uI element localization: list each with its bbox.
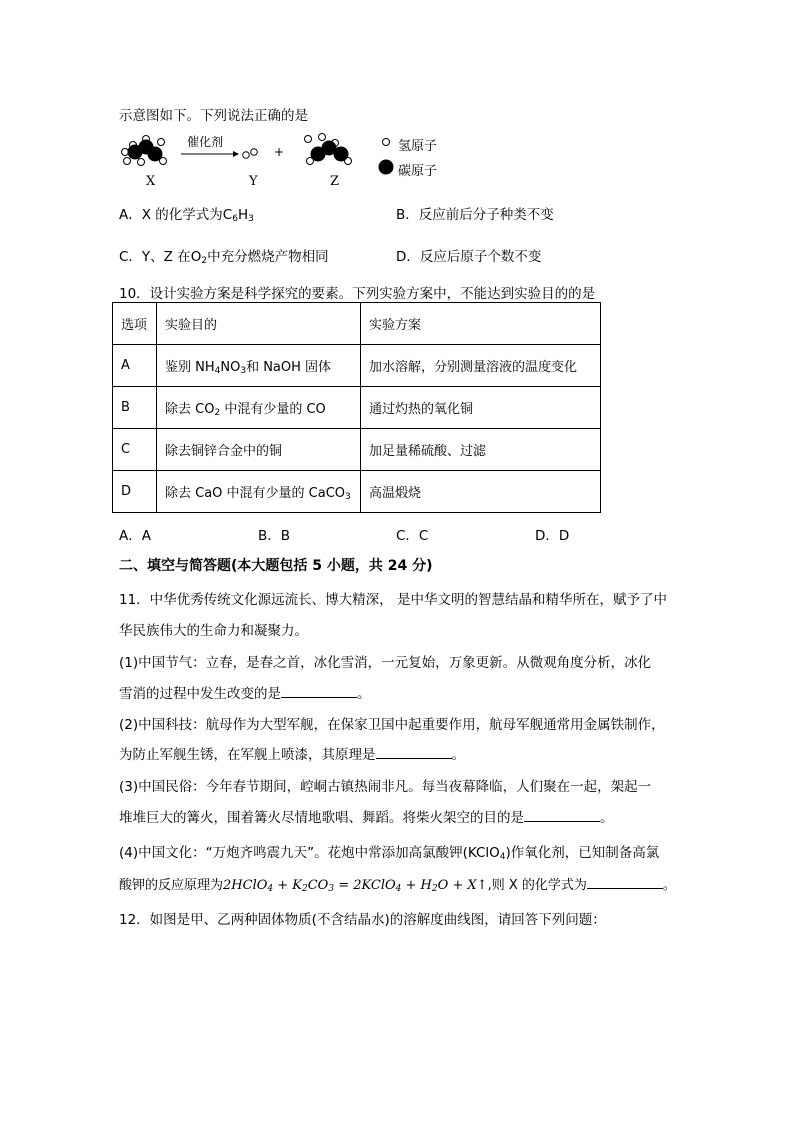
table-cell-option: B — [113, 387, 157, 429]
section-title: 二、填空与简答题(本大题包括 5 小题，共 24 分) — [119, 558, 433, 574]
carbon-legend-icon — [379, 160, 394, 175]
q11-line-5: (2)中国科技：航母作为大型军舰，在保家卫国中起重要作用，航母军舰通常用金属铁制作， — [119, 717, 665, 733]
table-row — [113, 345, 601, 387]
q11-line-10: 酸钾的反应原理为2HClO$_4$ + $K_2CO_3$ = 2KClO$_4$ + $H_2O$ + X↑,则 X 的化学式为 。 — [119, 878, 676, 894]
q9-option-a[interactable]: A．X 的化学式为$C_6H_3$ — [119, 207, 254, 224]
q9-option-d[interactable]: D．反应后原子个数不变 — [396, 249, 542, 265]
q11-line-8: 堆堆巨大的篝火，围着篝火尽情地歌唱、舞蹈。将柴火架空的目的是 。 — [119, 810, 614, 826]
table-cell-plan: 加足量稀硫酸、过滤 — [361, 429, 601, 471]
answer-blank-3[interactable] — [524, 809, 600, 822]
table-cell-goal: 除去 $CO_2$ 中混有少量的 CO — [157, 387, 361, 429]
q10-option-a[interactable]: A．A — [119, 528, 151, 544]
molecule-x — [122, 136, 167, 166]
q11-line-7: (3)中国民俗：今年春节期间，崆峒古镇热闹非凡。每当夜幕降临，人们聚在一起，架起一 — [119, 779, 652, 795]
molecule-y-label: Y — [249, 174, 258, 189]
q11-line-9: (4)中国文化：“万炮齐鸣震九天”。花炮中常添加高氯酸钾(KClO$_4$)作氧化剂，已知制备高氯 — [119, 845, 660, 862]
table-row — [113, 387, 601, 429]
table-cell-option: A — [113, 345, 157, 387]
q11-line-6: 为防止军舰生锈，在军舰上喷漆，其原理是 。 — [119, 747, 465, 763]
q9-option-c[interactable]: C．Y、Z 在$O_2$中充分燃烧产物相同 — [119, 249, 329, 266]
table-cell-plan: 加水溶解，分别测量溶液的温度变化 — [361, 345, 601, 387]
molecule-z-label: Z — [330, 174, 340, 189]
table-cell-plan: 通过灼热的氧化铜 — [361, 387, 601, 429]
table-row — [113, 471, 601, 513]
experiment-table — [112, 302, 601, 513]
table-row — [113, 429, 601, 471]
table-header-cell: 实验方案 — [361, 303, 601, 345]
table-cell-option: D — [113, 471, 157, 513]
carbon-legend-label: 碳原子 — [398, 164, 438, 179]
q11-line-1: 11．中华优秀传统文化源远流长、博大精深， 是中华文明的智慧结晶和精华所在，赋予了中 — [119, 592, 667, 608]
plus-sign: + — [274, 145, 285, 159]
molecule-x-label: X — [146, 174, 156, 189]
table-cell-goal: 除去 CaO 中混有少量的 CaCO$_3$ — [157, 471, 361, 513]
q9-intro: 示意图如下。下列说法正确的是 — [119, 108, 308, 124]
q10-option-d[interactable]: D．D — [535, 528, 570, 544]
q10-option-b[interactable]: B．B — [258, 528, 291, 544]
molecule-z — [305, 134, 352, 165]
table-cell-plan: 高温煅烧 — [361, 471, 601, 513]
table-header-row — [113, 303, 601, 345]
hydrogen-legend-label: 氢原子 — [398, 139, 438, 154]
q9-option-b[interactable]: B．反应前后分子种类不变 — [396, 207, 554, 223]
catalyst-label: 催化剂 — [187, 135, 224, 149]
table-header-cell: 选项 — [113, 303, 157, 345]
answer-blank-4[interactable] — [587, 876, 663, 889]
q11-line-2: 华民族伟大的生命力和凝聚力。 — [119, 623, 308, 639]
table-cell-goal: 除去铜锌合金中的铜 — [157, 429, 361, 471]
q10-option-c[interactable]: C．C — [396, 528, 429, 544]
table-header-cell: 实验目的 — [157, 303, 361, 345]
answer-blank-2[interactable] — [376, 746, 452, 759]
reaction-equation: 2HClO$_4$ + $K_2CO_3$ = 2KClO$_4$ + $H_2O$ + X↑ — [223, 878, 488, 894]
table-cell-option: C — [113, 429, 157, 471]
q11-line-3: (1)中国节气：立春，是春之首，冰化雪消，一元复始，万象更新。从微观角度分析，冰化 — [119, 655, 652, 671]
q12-stem: 12．如图是甲、乙两种固体物质(不含结晶水)的溶解度曲线图，请回答下列问题： — [119, 912, 606, 928]
molecule-y — [243, 149, 258, 159]
q11-line-4: 雪消的过程中发生改变的是 。 — [119, 686, 371, 702]
answer-blank-1[interactable] — [281, 685, 357, 698]
table-cell-goal: 鉴别 $NH_4NO_3$和 NaOH 固体 — [157, 345, 361, 387]
q10-stem: 10．设计实验方案是科学探究的要素。下列实验方案中，不能达到实验目的的是 — [119, 286, 596, 302]
hydrogen-legend-icon — [383, 139, 390, 146]
